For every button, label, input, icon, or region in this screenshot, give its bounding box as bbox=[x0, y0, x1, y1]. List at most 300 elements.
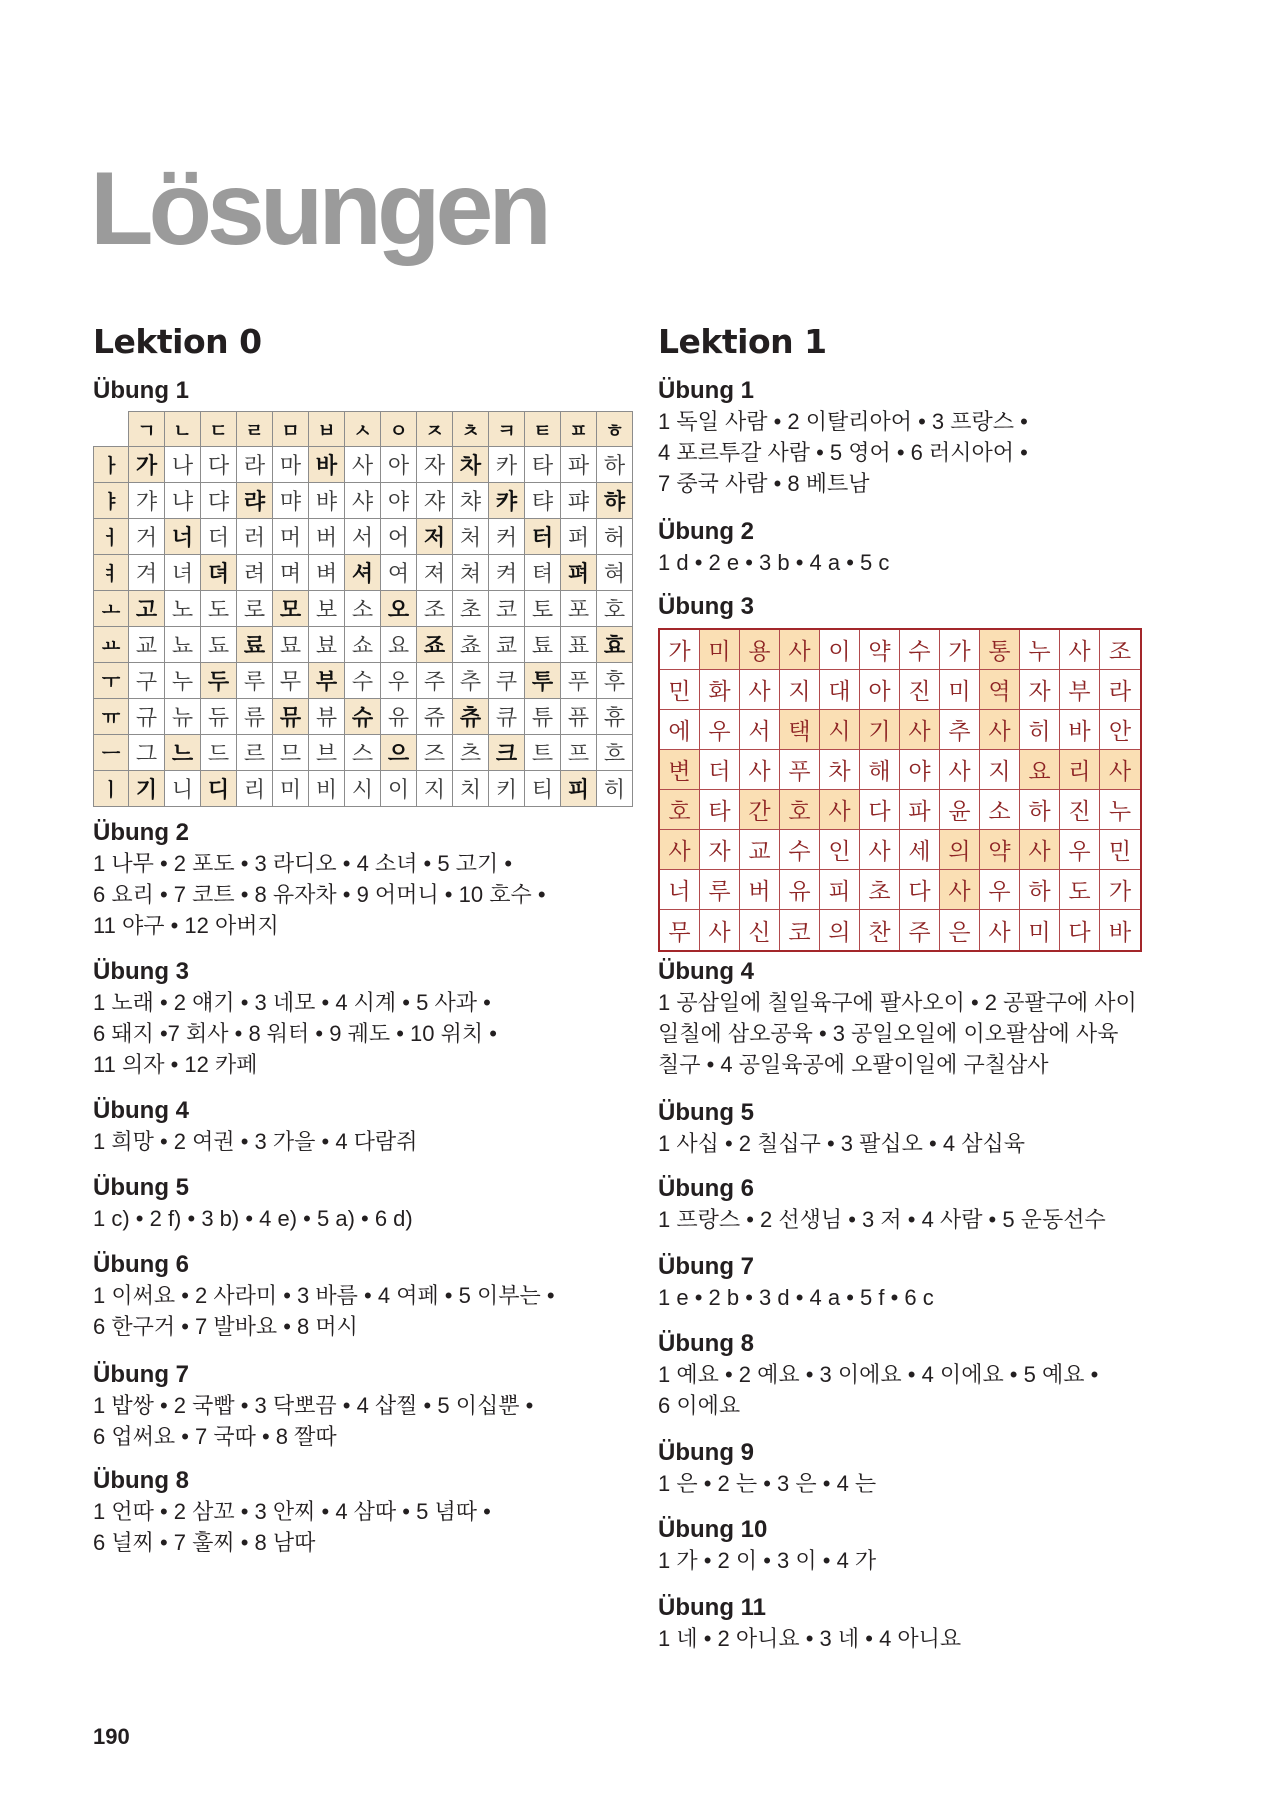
syllable-cell: 규 bbox=[129, 699, 165, 735]
vowel-header: ㅏ bbox=[93, 447, 129, 483]
word-cell: 지 bbox=[980, 750, 1020, 790]
consonant-header: ㄹ bbox=[237, 411, 273, 447]
syllable-cell: 서 bbox=[345, 519, 381, 555]
lektion0-uebung6 bbox=[93, 1250, 555, 1342]
answer-lines bbox=[658, 1204, 1106, 1235]
word-cell: 해 bbox=[860, 750, 900, 790]
syllable-cell: 즈 bbox=[417, 735, 453, 771]
answer-lines bbox=[93, 1203, 413, 1234]
syllable-cell-highlighted: 느 bbox=[165, 735, 201, 771]
lektion1-uebung9 bbox=[658, 1438, 876, 1499]
word-cell-highlighted: 사 bbox=[900, 710, 940, 750]
word-cell: 화 bbox=[700, 670, 740, 710]
consonant-header: ㅈ bbox=[417, 411, 453, 447]
answer-line: 1 네 • 2 아니요 • 3 네 • 4 아니요 bbox=[658, 1626, 962, 1651]
syllable-cell-highlighted: 바 bbox=[309, 447, 345, 483]
lektion1-uebung4 bbox=[658, 957, 1137, 1080]
consonant-header: ㅁ bbox=[273, 411, 309, 447]
word-cell: 대 bbox=[820, 670, 860, 710]
word-cell: 사 bbox=[1060, 630, 1100, 670]
syllable-cell-highlighted: 두 bbox=[201, 663, 237, 699]
answer-lines bbox=[93, 1280, 555, 1342]
lektion1-uebung5 bbox=[658, 1098, 1025, 1159]
syllable-cell: 유 bbox=[381, 699, 417, 735]
syllable-cell: 뱌 bbox=[309, 483, 345, 519]
syllable-cell: 므 bbox=[273, 735, 309, 771]
syllable-cell: 머 bbox=[273, 519, 309, 555]
word-cell: 윤 bbox=[940, 790, 980, 830]
answer-line: 11 야구 • 12 아버지 bbox=[93, 913, 279, 938]
word-cell: 의 bbox=[820, 910, 860, 950]
exercise-label: Übung 4 bbox=[93, 1097, 189, 1124]
word-cell-highlighted: 변 bbox=[660, 750, 700, 790]
word-cell: 조 bbox=[1100, 630, 1140, 670]
word-cell: 아 bbox=[860, 670, 900, 710]
syllable-cell: 주 bbox=[417, 663, 453, 699]
word-cell: 가 bbox=[940, 630, 980, 670]
syllable-cell: 라 bbox=[237, 447, 273, 483]
lektion0-uebung8 bbox=[93, 1466, 491, 1558]
syllable-cell: 하 bbox=[597, 447, 633, 483]
syllable-cell: 샤 bbox=[345, 483, 381, 519]
answer-line: 1 노래 • 2 얘기 • 3 네모 • 4 시계 • 5 사과 • bbox=[93, 990, 491, 1015]
answer-line: 1 가 • 2 이 • 3 이 • 4 가 bbox=[658, 1548, 877, 1573]
consonant-header: ㅂ bbox=[309, 411, 345, 447]
word-cell: 은 bbox=[940, 910, 980, 950]
word-cell-highlighted: 사 bbox=[940, 870, 980, 910]
word-cell: 자 bbox=[700, 830, 740, 870]
syllable-cell: 려 bbox=[237, 555, 273, 591]
syllable-cell-highlighted: 죠 bbox=[417, 627, 453, 663]
word-cell: 사 bbox=[860, 830, 900, 870]
syllable-cell: 뵤 bbox=[309, 627, 345, 663]
word-cell: 소 bbox=[980, 790, 1020, 830]
word-cell-highlighted: 사 bbox=[660, 830, 700, 870]
syllable-cell: 카 bbox=[489, 447, 525, 483]
syllable-cell: 어 bbox=[381, 519, 417, 555]
vowel-header: ㅕ bbox=[93, 555, 129, 591]
word-cell: 인 bbox=[820, 830, 860, 870]
syllable-cell: 보 bbox=[309, 591, 345, 627]
answer-line: 1 프랑스 • 2 선생님 • 3 저 • 4 사람 • 5 운동선수 bbox=[658, 1207, 1106, 1232]
word-cell-highlighted: 용 bbox=[740, 630, 780, 670]
word-cell: 다 bbox=[1060, 910, 1100, 950]
syllable-cell: 더 bbox=[201, 519, 237, 555]
word-cell: 진 bbox=[1060, 790, 1100, 830]
syllable-cell: 리 bbox=[237, 771, 273, 807]
vowel-header: ㅠ bbox=[93, 699, 129, 735]
answer-line: 1 d • 2 e • 3 b • 4 a • 5 c bbox=[658, 550, 890, 575]
page-number: 190 bbox=[93, 1724, 130, 1749]
syllable-cell: 쟈 bbox=[417, 483, 453, 519]
word-cell: 사 bbox=[740, 670, 780, 710]
syllable-cell: 요 bbox=[381, 627, 417, 663]
syllable-cell: 먀 bbox=[273, 483, 309, 519]
answer-lines bbox=[658, 1545, 876, 1576]
answer-lines bbox=[658, 1468, 876, 1499]
lektion1-uebung6 bbox=[658, 1174, 1106, 1235]
word-cell: 하 bbox=[1020, 870, 1060, 910]
word-cell-highlighted: 약 bbox=[980, 830, 1020, 870]
syllable-cell: 마 bbox=[273, 447, 309, 483]
answer-lines bbox=[93, 987, 497, 1080]
word-cell: 파 bbox=[900, 790, 940, 830]
syllable-cell: 후 bbox=[597, 663, 633, 699]
vowel-header: ㅗ bbox=[93, 591, 129, 627]
word-cell-highlighted: 사 bbox=[780, 630, 820, 670]
syllable-cell: 노 bbox=[165, 591, 201, 627]
word-cell: 무 bbox=[660, 910, 700, 950]
word-search-grid bbox=[658, 628, 1142, 952]
syllable-cell: 져 bbox=[417, 555, 453, 591]
syllable-cell: 쥬 bbox=[417, 699, 453, 735]
syllable-cell: 거 bbox=[129, 519, 165, 555]
word-cell: 찬 bbox=[860, 910, 900, 950]
syllable-cell: 됴 bbox=[201, 627, 237, 663]
consonant-header: ㄱ bbox=[129, 411, 165, 447]
syllable-cell: 버 bbox=[309, 519, 345, 555]
consonant-header: ㄷ bbox=[201, 411, 237, 447]
syllable-cell: 튜 bbox=[525, 699, 561, 735]
word-cell: 수 bbox=[900, 630, 940, 670]
word-cell: 바 bbox=[1108, 919, 1132, 946]
answer-line: 1 독일 사람 • 2 이탈리아어 • 3 프랑스 • bbox=[658, 409, 1028, 434]
word-cell: 가 bbox=[1100, 870, 1140, 910]
syllable-cell: 뉴 bbox=[165, 699, 201, 735]
word-cell-highlighted: 사 bbox=[1100, 750, 1140, 790]
syllable-cell: 녀 bbox=[165, 555, 201, 591]
exercise-label: Übung 5 bbox=[658, 1099, 754, 1126]
syllable-cell: 미 bbox=[273, 771, 309, 807]
consonant-header: ㅎ bbox=[597, 411, 633, 447]
syllable-cell: 쵸 bbox=[453, 627, 489, 663]
syllable-cell: 듀 bbox=[201, 699, 237, 735]
syllable-cell: 댜 bbox=[201, 483, 237, 519]
syllable-cell: 포 bbox=[561, 591, 597, 627]
syllable-cell-highlighted: 햐 bbox=[597, 483, 633, 519]
word-cell: 루 bbox=[700, 870, 740, 910]
word-cell: 민 bbox=[1100, 830, 1140, 870]
syllable-cell-highlighted: 디 bbox=[201, 771, 237, 807]
syllable-cell: 파 bbox=[561, 447, 597, 483]
syllable-cell: 누 bbox=[165, 663, 201, 699]
exercise-label: Übung 1 bbox=[658, 377, 754, 404]
syllable-cell: 조 bbox=[417, 591, 453, 627]
word-cell: 교 bbox=[740, 830, 780, 870]
word-cell-highlighted: 역 bbox=[980, 670, 1020, 710]
word-cell: 더 bbox=[700, 750, 740, 790]
lektion0-uebung7 bbox=[93, 1360, 533, 1452]
syllable-cell-highlighted: 기 bbox=[129, 771, 165, 807]
syllable-cell: 시 bbox=[345, 771, 381, 807]
syllable-cell-highlighted: 펴 bbox=[561, 555, 597, 591]
word-cell: 진 bbox=[900, 670, 940, 710]
syllable-cell-highlighted: 츄 bbox=[453, 699, 489, 735]
exercise-label: Übung 10 bbox=[658, 1516, 768, 1543]
syllable-cell: 초 bbox=[453, 591, 489, 627]
lektion1-uebung11 bbox=[658, 1593, 961, 1654]
word-cell: 도 bbox=[1060, 870, 1100, 910]
answer-lines bbox=[93, 848, 546, 941]
syllable-cell: 구 bbox=[129, 663, 165, 699]
syllable-cell: 혀 bbox=[597, 555, 633, 591]
hangul-syllable-table bbox=[93, 411, 633, 807]
word-cell-highlighted: 택 bbox=[780, 710, 820, 750]
syllable-cell: 며 bbox=[273, 555, 309, 591]
lektion0-uebung1 bbox=[93, 376, 189, 406]
syllable-cell: 큐 bbox=[489, 699, 525, 735]
answer-lines bbox=[658, 1128, 1025, 1159]
word-cell: 바 bbox=[1060, 710, 1100, 750]
word-cell-highlighted: 사 bbox=[980, 710, 1020, 750]
word-cell: 신 bbox=[740, 910, 780, 950]
word-cell: 버 bbox=[740, 870, 780, 910]
exercise-label: Übung 5 bbox=[93, 1174, 189, 1201]
answer-line: 1 사십 • 2 칠십구 • 3 팔십오 • 4 삼십육 bbox=[658, 1131, 1025, 1156]
answer-lines bbox=[658, 987, 1137, 1080]
syllable-cell: 쇼 bbox=[345, 627, 381, 663]
syllable-cell: 뇨 bbox=[165, 627, 201, 663]
syllable-cell: 냐 bbox=[165, 483, 201, 519]
syllable-cell: 이 bbox=[381, 771, 417, 807]
answer-line: 11 의자 • 12 카페 bbox=[93, 1052, 258, 1077]
syllable-cell-highlighted: 셔 bbox=[345, 555, 381, 591]
lektion0-uebung3 bbox=[93, 957, 497, 1080]
word-cell-highlighted: 요 bbox=[1020, 750, 1060, 790]
word-cell: 사 bbox=[940, 750, 980, 790]
syllable-cell-highlighted: 효 bbox=[597, 627, 633, 663]
syllable-cell: 야 bbox=[381, 483, 417, 519]
syllable-cell: 류 bbox=[237, 699, 273, 735]
syllable-cell-highlighted: 캬 bbox=[489, 483, 525, 519]
syllable-cell: 쿄 bbox=[489, 627, 525, 663]
syllable-cell: 키 bbox=[489, 771, 525, 807]
syllable-cell: 쳐 bbox=[453, 555, 489, 591]
syllable-cell-highlighted: 뎌 bbox=[201, 555, 237, 591]
answer-lines bbox=[658, 406, 1028, 499]
word-cell: 민 bbox=[660, 670, 700, 710]
word-cell: 미 bbox=[1020, 910, 1060, 950]
syllable-cell: 치 bbox=[453, 771, 489, 807]
syllable-cell: 프 bbox=[561, 735, 597, 771]
syllable-cell: 루 bbox=[237, 663, 273, 699]
syllable-cell: 벼 bbox=[309, 555, 345, 591]
answer-line: 1 언따 • 2 삼꼬 • 3 안찌 • 4 삼따 • 5 념따 • bbox=[93, 1499, 491, 1524]
syllable-cell-highlighted: 터 bbox=[525, 519, 561, 555]
syllable-cell: 츠 bbox=[453, 735, 489, 771]
syllable-cell: 교 bbox=[129, 627, 165, 663]
answer-line: 1 c) • 2 f) • 3 b) • 4 e) • 5 a) • 6 d) bbox=[93, 1206, 413, 1231]
lektion1-uebung7 bbox=[658, 1252, 934, 1313]
syllable-cell: 처 bbox=[453, 519, 489, 555]
exercise-label: Übung 4 bbox=[658, 958, 754, 985]
syllable-cell-highlighted: 크 bbox=[489, 735, 525, 771]
word-cell: 부 bbox=[1060, 670, 1100, 710]
answer-line: 1 이써요 • 2 사라미 • 3 바름 • 4 여페 • 5 이부는 • bbox=[93, 1283, 555, 1308]
syllable-cell-highlighted: 고 bbox=[129, 591, 165, 627]
answer-line: 6 돼지 •7 회사 • 8 워터 • 9 궤도 • 10 위치 • bbox=[93, 1021, 497, 1046]
syllable-cell: 흐 bbox=[597, 735, 633, 771]
syllable-cell-highlighted: 저 bbox=[417, 519, 453, 555]
word-cell: 지 bbox=[780, 670, 820, 710]
syllable-cell-highlighted: 차 bbox=[453, 447, 489, 483]
word-cell-highlighted: 간 bbox=[740, 790, 780, 830]
syllable-cell: 드 bbox=[201, 735, 237, 771]
word-cell-highlighted: 의 bbox=[940, 830, 980, 870]
syllable-cell: 로 bbox=[237, 591, 273, 627]
syllable-cell: 무 bbox=[273, 663, 309, 699]
syllable-cell-highlighted: 랴 bbox=[237, 483, 273, 519]
word-cell-highlighted: 리 bbox=[1060, 750, 1100, 790]
answer-line: 1 e • 2 b • 3 d • 4 a • 5 f • 6 c bbox=[658, 1285, 934, 1310]
lektion0-uebung4 bbox=[93, 1096, 417, 1157]
answer-line: 칠구 • 4 공일육공에 오팔이일에 구칠삼사 bbox=[658, 1052, 1049, 1077]
syllable-cell: 툐 bbox=[525, 627, 561, 663]
syllable-cell-highlighted: 부 bbox=[309, 663, 345, 699]
exercise-label: Übung 6 bbox=[658, 1175, 754, 1202]
lektion0-uebung5 bbox=[93, 1173, 413, 1234]
syllable-cell: 지 bbox=[417, 771, 453, 807]
word-cell: 유 bbox=[780, 870, 820, 910]
lektion1-uebung8 bbox=[658, 1329, 1098, 1421]
page-title: Lösungen bbox=[90, 151, 547, 267]
syllable-cell-highlighted: 가 bbox=[129, 447, 165, 483]
word-cell: 사 bbox=[700, 910, 740, 950]
exercise-label: Übung 8 bbox=[93, 1467, 189, 1494]
syllable-cell: 겨 bbox=[129, 555, 165, 591]
word-cell: 차 bbox=[820, 750, 860, 790]
syllable-cell-highlighted: 투 bbox=[525, 663, 561, 699]
syllable-cell: 갸 bbox=[129, 483, 165, 519]
word-cell: 자 bbox=[1020, 670, 1060, 710]
consonant-header: ㅅ bbox=[345, 411, 381, 447]
syllable-cell: 러 bbox=[237, 519, 273, 555]
syllable-cell: 텨 bbox=[525, 555, 561, 591]
answer-line: 4 포르투갈 사람 • 5 영어 • 6 러시아어 • bbox=[658, 440, 1028, 465]
exercise-label: Übung 3 bbox=[658, 593, 754, 620]
answer-line: 6 널찌 • 7 훌찌 • 8 남따 bbox=[93, 1530, 316, 1555]
vowel-header: ㅑ bbox=[93, 483, 129, 519]
syllable-cell: 뷰 bbox=[309, 699, 345, 735]
syllable-cell: 수 bbox=[345, 663, 381, 699]
lektion1-uebung3 bbox=[658, 592, 754, 622]
syllable-cell: 묘 bbox=[273, 627, 309, 663]
exercise-label: Übung 7 bbox=[93, 1361, 189, 1388]
answer-lines bbox=[658, 547, 889, 578]
syllable-cell: 표 bbox=[561, 627, 597, 663]
consonant-header: ㄴ bbox=[165, 411, 201, 447]
word-cell: 에 bbox=[660, 710, 700, 750]
consonant-header: ㅇ bbox=[381, 411, 417, 447]
syllable-cell: 퓨 bbox=[561, 699, 597, 735]
syllable-cell: 우 bbox=[381, 663, 417, 699]
answer-line: 1 은 • 2 는 • 3 은 • 4 는 bbox=[658, 1471, 877, 1496]
word-cell: 수 bbox=[780, 830, 820, 870]
syllable-cell: 자 bbox=[417, 447, 453, 483]
syllable-cell: 추 bbox=[453, 663, 489, 699]
word-cell-highlighted: 호 bbox=[780, 790, 820, 830]
vowel-header: ㅓ bbox=[93, 519, 129, 555]
syllable-cell-highlighted: 모 bbox=[273, 591, 309, 627]
word-cell: 사 bbox=[740, 750, 780, 790]
word-cell: 우 bbox=[980, 870, 1020, 910]
syllable-cell: 그 bbox=[129, 735, 165, 771]
syllable-cell: 커 bbox=[489, 519, 525, 555]
consonant-header: ㅋ bbox=[489, 411, 525, 447]
word-cell-highlighted: 사 bbox=[820, 790, 860, 830]
syllable-cell: 티 bbox=[525, 771, 561, 807]
word-cell: 누 bbox=[1020, 630, 1060, 670]
vowel-header: ㅜ bbox=[93, 663, 129, 699]
lektion1-uebung1 bbox=[658, 376, 1028, 499]
answer-lines bbox=[658, 1623, 961, 1654]
word-cell: 서 bbox=[740, 710, 780, 750]
syllable-cell: 니 bbox=[165, 771, 201, 807]
syllable-cell-highlighted: 으 bbox=[381, 735, 417, 771]
word-cell: 주 bbox=[900, 910, 940, 950]
word-cell: 너 bbox=[660, 870, 700, 910]
consonant-header: ㅊ bbox=[453, 411, 489, 447]
answer-lines bbox=[658, 1359, 1098, 1421]
syllable-cell: 켜 bbox=[489, 555, 525, 591]
word-cell: 가 bbox=[660, 630, 700, 670]
lektion1-uebung2 bbox=[658, 517, 889, 578]
exercise-label: Übung 8 bbox=[658, 1330, 754, 1357]
word-cell: 코 bbox=[780, 910, 820, 950]
exercise-label: Übung 6 bbox=[93, 1251, 189, 1278]
syllable-cell-highlighted: 뮤 bbox=[273, 699, 309, 735]
answer-line: 7 중국 사람 • 8 베트남 bbox=[658, 471, 870, 496]
syllable-cell-highlighted: 오 bbox=[381, 591, 417, 627]
syllable-cell: 트 bbox=[525, 735, 561, 771]
syllable-cell-highlighted: 료 bbox=[237, 627, 273, 663]
lektion0-uebung2 bbox=[93, 818, 546, 941]
vowel-header: ㅡ bbox=[93, 735, 129, 771]
word-cell-highlighted: 미 bbox=[700, 630, 740, 670]
exercise-label: Übung 1 bbox=[93, 377, 189, 404]
word-cell: 약 bbox=[860, 630, 900, 670]
word-cell: 초 bbox=[860, 870, 900, 910]
answer-lines bbox=[93, 1496, 491, 1558]
syllable-cell: 히 bbox=[597, 771, 633, 807]
word-cell: 라 bbox=[1100, 670, 1140, 710]
syllable-cell: 여 bbox=[381, 555, 417, 591]
syllable-cell: 토 bbox=[525, 591, 561, 627]
exercise-label: Übung 7 bbox=[658, 1253, 754, 1280]
lektion-1-heading: Lektion 1 bbox=[658, 322, 827, 361]
consonant-header: ㅌ bbox=[525, 411, 561, 447]
syllable-cell: 브 bbox=[309, 735, 345, 771]
syllable-cell: 아 bbox=[381, 447, 417, 483]
exercise-label: Übung 2 bbox=[93, 819, 189, 846]
answer-lines bbox=[93, 1390, 533, 1452]
exercise-label: Übung 11 bbox=[658, 1594, 767, 1621]
syllable-cell-highlighted: 너 bbox=[165, 519, 201, 555]
answer-line: 6 한구거 • 7 발바요 • 8 머시 bbox=[93, 1314, 358, 1339]
vowel-header: ㅛ bbox=[93, 627, 129, 663]
syllable-cell: 호 bbox=[597, 591, 633, 627]
answer-line: 6 요리 • 7 코트 • 8 유자차 • 9 어머니 • 10 호수 • bbox=[93, 882, 546, 907]
answer-lines bbox=[658, 1282, 934, 1313]
syllable-cell-highlighted: 피 bbox=[561, 771, 597, 807]
word-cell: 다 bbox=[900, 870, 940, 910]
word-cell: 다 bbox=[860, 790, 900, 830]
syllable-cell: 푸 bbox=[561, 663, 597, 699]
word-cell: 누 bbox=[1100, 790, 1140, 830]
word-cell: 우 bbox=[1060, 830, 1100, 870]
syllable-cell: 도 bbox=[201, 591, 237, 627]
syllable-cell: 쿠 bbox=[489, 663, 525, 699]
